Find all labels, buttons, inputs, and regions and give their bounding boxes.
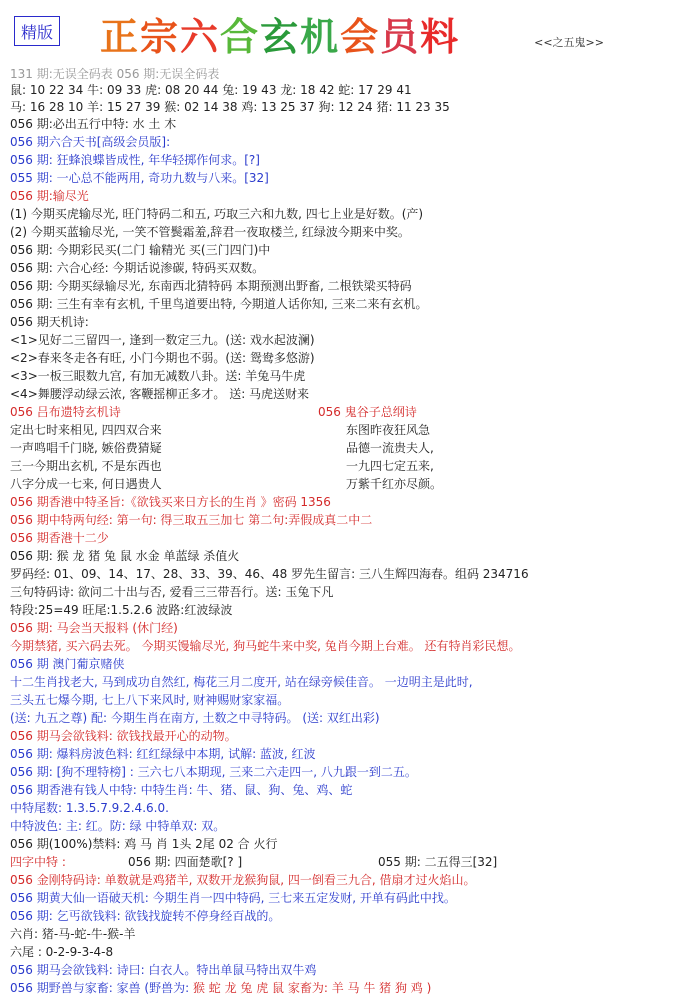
edition-badge: 精版: [14, 16, 60, 46]
text-line: 056 期: 六合心经: 今期话说渗碳, 特码买双数。: [10, 261, 265, 275]
text-line: 今期禁猪, 买六码去死。 今期买馒输尽光, 狗马蛇牛来中奖, 兔肖今期上台难。 还有特肖彩民想。: [10, 639, 521, 653]
text-line: 三头五七爆今期, 七上八下来风时, 财神赐财家家福。: [10, 693, 290, 707]
text-line: 056 期: 狂蜂浪蝶皆成性, 年华轻掷作何求。[?]: [10, 153, 260, 167]
text-line: 056 期马会欲钱料: 欲钱找最开心的动物。: [10, 729, 237, 743]
title-char: 机: [300, 15, 341, 59]
text-line: 131 期:无误全码表 056 期:无误全码表: [10, 67, 220, 81]
text-line: <2>春来冬走各有旺, 小门今期也不弱。(送: 鸳鸯多悠游): [10, 351, 315, 365]
title-char: 会: [340, 15, 381, 59]
title-char: 宗: [140, 15, 181, 59]
text-line: 056 期: 今期彩民买(二门 输精光 买(三门四门)中: [10, 243, 271, 257]
page-subtitle: <<之五鬼>>: [534, 36, 604, 49]
beast-lead: 056 期野兽与家畜: 家兽 (野兽为:: [10, 981, 193, 995]
text-line: 056 期: 三生有幸有玄机, 千里鸟道要出特, 今期道人话你知, 三来二来有玄机。: [10, 297, 428, 311]
text-line: 中特波色: 主: 红。防: 绿 中特单双: 双。: [10, 819, 226, 833]
text-line: 056 期香港十二少: [10, 531, 109, 545]
text-line: 056 期中特两句经: 第一句: 得三取五三加七 第二句:弄假成真二中二: [10, 513, 373, 527]
title-char: 六: [180, 15, 221, 59]
text-line: 056 金刚特码诗: 单数就是鸡猪羊, 双数开龙猴狗鼠, 四一倒看三九合, 借扇才过火焰山。: [10, 873, 476, 887]
text-line: 056 期 澳门葡京赌侠: [10, 657, 125, 671]
four-char-right: 055 期: 二五得三[32]: [378, 855, 498, 869]
text-line: 056 期六合天书[高级会员版]:: [10, 135, 171, 149]
text-line: 056 期香港有钱人中特: 中特生肖: 牛、猪、鼠、狗、兔、鸡、蛇: [10, 783, 353, 797]
text-line: 056 期(100%)禁料: 鸡 马 肖 1头 2尾 02 合 火行: [10, 837, 278, 851]
four-char-label: 四字中特 :: [10, 855, 66, 869]
text-line: <3>一板三眼数九宫, 有加无减数八卦。送: 羊兔马牛虎: [10, 369, 306, 383]
poem-right-line: 品德一流贵夫人,: [346, 441, 434, 455]
poem-right-line: 一九四七定五来,: [346, 459, 434, 473]
text-line: 056 期香港中特圣旨:《欲钱买来日方长的生肖 》密码 1356: [10, 495, 331, 509]
title-char: 玄: [260, 15, 301, 59]
title-char: 合: [220, 15, 261, 59]
text-line: 056 期天机诗:: [10, 315, 89, 329]
text-line: 056 期:输尽光: [10, 189, 89, 203]
text-line: (2) 今期买蓝输尽光, 一笑不管鬓霜羞,辞君一夜取楼兰, 红绿波今期来中奖。: [10, 225, 410, 239]
beast-wild: 猴 蛇 龙 兔 虎 鼠: [192, 981, 285, 995]
text-line: (送: 九五之尊) 配: 今期生肖在南方, 土数之中寻特码。 (送: 双红出彩): [10, 711, 380, 725]
four-char-mid: 056 期: 四面楚歌[? ]: [128, 855, 243, 869]
text-line: 056 期:必出五行中特: 水 土 木: [10, 117, 177, 131]
poem-right-line: 东图昨夜狂风急: [346, 423, 431, 437]
beast-tame: 羊 马 牛 猪 狗 鸡 ): [331, 981, 432, 995]
beast-row: [10, 980, 431, 997]
text-line: <1>见好二三留四一, 逢到一数定三九。(送: 戏水起波澜): [10, 333, 315, 347]
text-line: 六肖: 猪-马-蛇-牛-猴-羊: [10, 927, 136, 941]
text-line: 马: 16 28 10 羊: 15 27 39 猴: 02 14 38 鸡: 13 25 37 狗: 12 24 猪: 11 23 35: [10, 100, 450, 114]
text-line: 055 期: 一心总不能两用, 奇功九数与八来。[32]: [10, 171, 269, 185]
text-line: 056 期马会欲钱料: 诗曰: 白衣人。特出单鼠马特出双牛鸡: [10, 963, 317, 977]
text-line: 罗码经: 01、09、14、17、28、33、39、46、48 罗先生留言: 三八生辉四海春。组码 234716: [10, 567, 529, 581]
text-line: 056 期: 爆料房波色料: 红红绿绿中本期, 试解: 蓝波, 红波: [10, 747, 316, 761]
text-line: 六尾 : 0-2-9-3-4-8: [10, 945, 114, 959]
poem-left-line: 定出七时来相见, 四四双合来: [10, 423, 162, 437]
text-line: 056 期: 乞丐欲钱料: 欲钱找旋转不停身经百战的。: [10, 909, 281, 923]
text-line: 三句特码诗: 欲问二十出与否, 爱看三三带吾行。送: 玉兔下凡: [10, 585, 334, 599]
poem-right-line: 万紫千红亦尽颜。: [346, 477, 443, 491]
text-line: 056 期: 马会当天报料 (休门经): [10, 621, 178, 635]
text-line: 鼠: 10 22 34 牛: 09 33 虎: 08 20 44 兔: 19 43 龙: 18 42 蛇: 17 29 41: [10, 83, 412, 97]
title-char: 料: [420, 15, 461, 59]
beast-mid: 家畜为:: [284, 981, 332, 995]
text-line: 056 期: [狗不理特榜] : 三六七八本期现, 三来二六走四一, 八九跟一到二五。: [10, 765, 417, 779]
poem-left-line: 三一今期出玄机, 不是东西也: [10, 459, 162, 473]
text-line: 056 期: 猴 龙 猪 兔 鼠 水金 单蓝绿 杀值火: [10, 549, 240, 563]
text-line: 十二生肖找老大, 马到成功自然红, 梅花三月二度开, 站在绿旁候佳音。 一边明主是此时,: [10, 675, 473, 689]
text-line: 特段:25=49 旺尾:1.5.2.6 波路:红波绿波: [10, 603, 233, 617]
text-line: 中特尾数: 1.3.5.7.9.2.4.6.0.: [10, 801, 169, 815]
split-header-right: 056 鬼谷子总纲诗: [318, 405, 417, 419]
page-title: [100, 6, 460, 61]
text-line: 056 期: 今期买绿输尽光, 东南西北猜特码 本期预测出野畜, 二根铁梁买特码: [10, 279, 412, 293]
title-char: 员: [380, 15, 421, 59]
text-line: (1) 今期买虎输尽光, 旺门特码二和五, 巧取三六和九数, 四七上业是好数。(产): [10, 207, 424, 221]
poem-left-line: 八字分成一七来, 何日遇贵人: [10, 477, 162, 491]
page-header: [0, 0, 690, 59]
split-header-left: 056 吕布遗特玄机诗: [10, 405, 121, 419]
text-line: <4>舞腰浮动绿云浓, 客鞭摇柳正多才。 送: 马虎送财来: [10, 387, 310, 401]
title-char: 正: [100, 15, 141, 59]
text-line: 056 期黄大仙一语破天机: 今期生肖一四中特码, 三七来五定发财, 开单有码此中找。: [10, 891, 456, 905]
poem-left-line: 一声鸣唱千门晓, 嫉俗费猜疑: [10, 441, 162, 455]
